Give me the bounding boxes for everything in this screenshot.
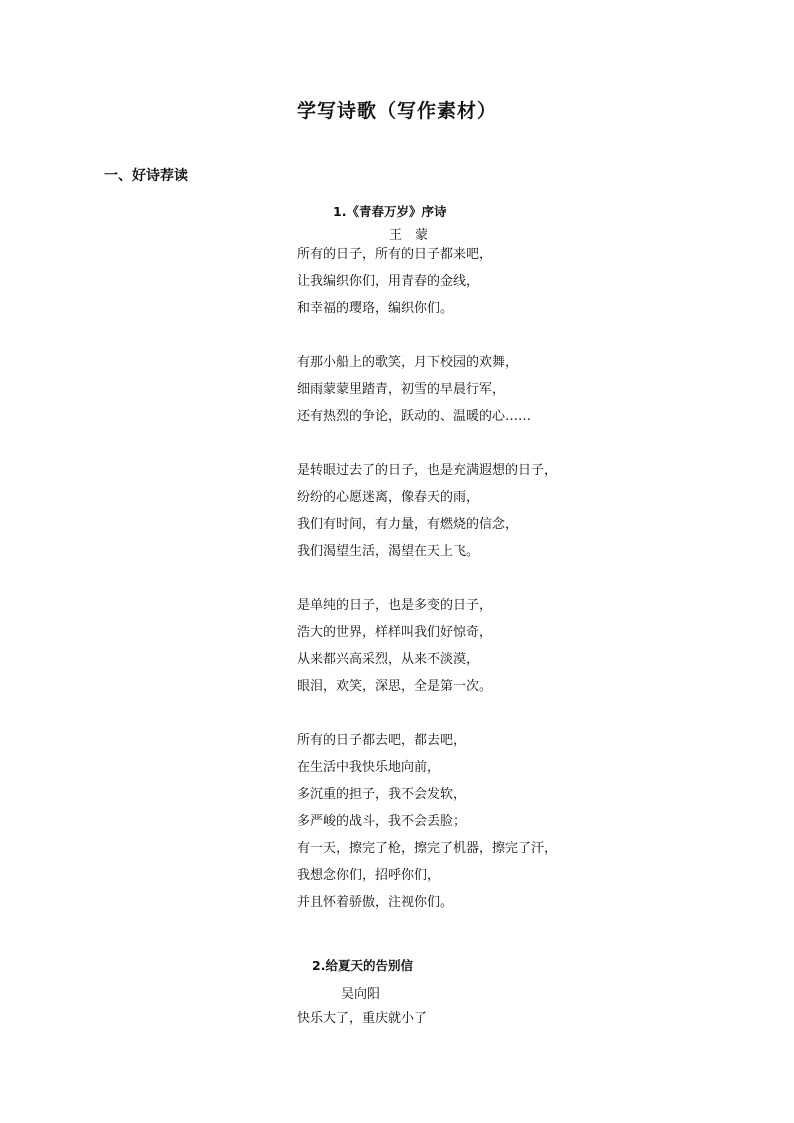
poem-line: 从来都兴高采烈，从来不淡漠， xyxy=(297,652,480,667)
poem-line: 在生活中我快乐地向前， xyxy=(297,760,441,775)
poem-line: 和幸福的璎珞，编织你们。 xyxy=(297,301,454,316)
poem-1-title: 1.《青春万岁》序诗 xyxy=(333,204,447,219)
poem-line: 是单纯的日子，也是多变的日子， xyxy=(297,598,493,613)
poem-line: 纷纷的心愿迷离，像春天的雨， xyxy=(297,490,480,505)
poem-line: 并且怀着骄傲，注视你们。 xyxy=(297,895,454,910)
stanza-break xyxy=(297,706,557,733)
poem-line: 快乐大了，重庆就小了 xyxy=(297,1011,428,1026)
poem-line: 细雨蒙蒙里踏青，初雪的早晨行军， xyxy=(297,382,506,397)
poem-1-author: 王 蒙 xyxy=(389,228,429,243)
poem-line: 我们渴望生活，渴望在天上飞。 xyxy=(297,544,480,559)
stanza-break xyxy=(297,436,557,463)
poem-2-title: 2.给夏天的告别信 xyxy=(312,958,413,973)
poem-line: 眼泪，欢笑，深思，全是第一次。 xyxy=(297,679,493,694)
page-title: 学写诗歌（写作素材） xyxy=(296,100,497,122)
poem-2-lines xyxy=(297,1011,427,1038)
poem-line: 还有热烈的争论，跃动的、温暖的心…… xyxy=(297,409,532,424)
poem-line: 让我编织你们，用青春的金线， xyxy=(297,274,480,289)
poem-line: 多沉重的担子，我不会发软， xyxy=(297,787,467,802)
poem-line: 多严峻的战斗，我不会丢脸； xyxy=(297,814,467,829)
poem-line: 浩大的世界，样样叫我们好惊奇， xyxy=(297,625,493,640)
poem-2-author: 吴向阳 xyxy=(341,987,381,1002)
section-heading: 一、好诗荐读 xyxy=(104,168,188,184)
poem-line: 所有的日子，所有的日子都来吧， xyxy=(297,247,493,262)
poem-line: 我们有时间，有力量，有燃烧的信念， xyxy=(297,517,519,532)
poem-line: 所有的日子都去吧，都去吧， xyxy=(297,733,467,748)
stanza-break xyxy=(297,571,557,598)
stanza-break xyxy=(297,328,557,355)
poem-1-lines xyxy=(297,247,557,922)
poem-line: 有一天，擦完了枪，擦完了机器，擦完了汗， xyxy=(297,841,558,856)
poem-line: 我想念你们，招呼你们， xyxy=(297,868,441,883)
poem-line: 有那小船上的歌笑，月下校园的欢舞， xyxy=(297,355,519,370)
poem-line: 是转眼过去了的日子，也是充满遐想的日子， xyxy=(297,463,558,478)
